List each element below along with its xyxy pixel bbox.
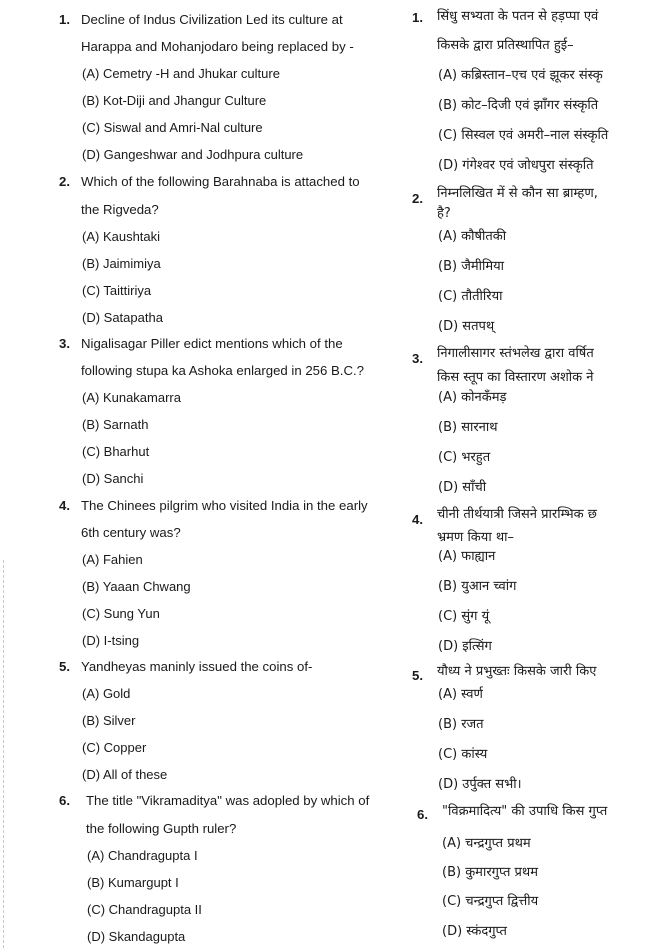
question-text: 6th century was? bbox=[81, 525, 181, 540]
option-a: (A) चन्द्रगुप्त प्रथम bbox=[442, 836, 531, 851]
question-number: 3. bbox=[412, 351, 423, 366]
option-c: (C) चन्द्रगुप्त द्वित्तीय bbox=[442, 894, 539, 909]
option-d: (D) इत्सिंग bbox=[438, 639, 492, 654]
option-a: (A) स्वर्ण bbox=[438, 687, 483, 702]
option-c: (C) Copper bbox=[82, 740, 147, 755]
option-d: (D) Gangeshwar and Jodhpura culture bbox=[82, 147, 304, 162]
option-a: (A) Kunakamarra bbox=[82, 390, 181, 405]
column-gutter-line bbox=[3, 560, 5, 948]
option-c: (C) कांस्य bbox=[438, 747, 488, 762]
question-text: भ्रमण किया था– bbox=[437, 530, 515, 545]
question-number: 1. bbox=[412, 10, 423, 25]
option-b: (B) Jaimimiya bbox=[82, 256, 161, 271]
option-d: (D) Satapatha bbox=[82, 310, 163, 325]
option-c: (C) Bharhut bbox=[82, 444, 150, 459]
option-a: (A) Cemetry -H and Jhukar culture bbox=[82, 66, 280, 81]
option-c: (C) तौतीरिया bbox=[438, 289, 503, 304]
question-text: किसके द्वारा प्रतिस्थापित हुई– bbox=[437, 38, 574, 53]
question-number: 6. bbox=[417, 807, 428, 822]
question-number: 1. bbox=[59, 12, 70, 27]
question-text: Yandheyas maninly issued the coins of- bbox=[81, 659, 313, 674]
option-b: (B) Yaaan Chwang bbox=[82, 579, 191, 594]
option-a: (A) कौषीतकी bbox=[438, 229, 507, 244]
option-c: (C) Siswal and Amri-Nal culture bbox=[82, 120, 263, 135]
option-c: (C) सुंग यूं bbox=[438, 609, 490, 624]
option-a: (A) कोनकँमड़ bbox=[438, 390, 507, 405]
question-text: निम्नलिखित में से कौन सा ब्राम्हण, bbox=[437, 186, 598, 201]
question-number: 5. bbox=[59, 659, 70, 674]
option-d: (D) स्कंदगुप्त bbox=[442, 924, 507, 939]
option-b: (B) कोट–दिजी एवं झाँगर संस्कृति bbox=[438, 98, 599, 113]
question-text: The title "Vikramaditya" was adopled by which of bbox=[86, 793, 370, 808]
option-d: (D) साँची bbox=[438, 480, 487, 495]
option-b: (B) सारनाथ bbox=[438, 420, 498, 435]
question-text: The Chinees pilgrim who visited India in the early bbox=[81, 498, 368, 513]
option-b: (B) जैमीमिया bbox=[438, 259, 505, 274]
question-number: 2. bbox=[59, 174, 70, 189]
question-text: सिंधु सभ्यता के पतन से हड़प्पा एवं bbox=[437, 9, 599, 24]
option-c: (C) सिस्वल एवं अमरी–नाल संस्कृति bbox=[438, 128, 609, 143]
option-d: (D) उर्पुक्त सभी। bbox=[438, 777, 522, 792]
option-b: (B) Sarnath bbox=[82, 417, 149, 432]
option-c: (C) Sung Yun bbox=[82, 606, 160, 621]
option-c: (C) Taittiriya bbox=[82, 283, 152, 298]
question-number: 4. bbox=[59, 498, 70, 513]
option-c: (C) भरहुत bbox=[438, 450, 491, 465]
option-d: (D) I-tsing bbox=[82, 633, 140, 648]
option-d: (D) Sanchi bbox=[82, 471, 144, 486]
option-b: (B) रजत bbox=[438, 717, 484, 732]
question-text: following stupa ka Ashoka enlarged in 256 B.C.? bbox=[81, 363, 364, 378]
question-text: Which of the following Barahnaba is attached to bbox=[81, 174, 360, 189]
option-a: (A) Gold bbox=[82, 686, 131, 701]
option-d: (D) Skandagupta bbox=[87, 929, 186, 944]
question-number: 3. bbox=[59, 336, 70, 351]
question-text: Decline of Indus Civilization Led its culture at bbox=[81, 12, 343, 27]
question-number: 4. bbox=[412, 512, 423, 527]
question-text: Harappa and Mohanjodaro being replaced by - bbox=[81, 39, 354, 54]
option-c: (C) Chandragupta II bbox=[87, 902, 202, 917]
question-text: Nigalisagar Piller edict mentions which of the bbox=[81, 336, 343, 351]
option-d: (D) All of these bbox=[82, 767, 168, 782]
question-text: the Rigveda? bbox=[81, 202, 159, 217]
question-number: 2. bbox=[412, 191, 423, 206]
option-b: (B) युआन च्वांग bbox=[438, 579, 517, 594]
question-text: किस स्तूप का विस्तारण अशोक ने bbox=[437, 370, 594, 385]
question-text: यौध्य ने प्रभुख्तः किसके जारी किए bbox=[437, 664, 597, 679]
question-text: चीनी तीर्थयात्री जिसने प्रारम्भिक छ bbox=[437, 507, 597, 522]
question-text: "विक्रमादित्य" की उपाधि किस गुप्त bbox=[442, 804, 608, 819]
question-number: 6. bbox=[59, 793, 70, 808]
option-b: (B) Silver bbox=[82, 713, 136, 728]
option-a: (A) फाह्यान bbox=[438, 549, 496, 564]
option-b: (B) Kot-Diji and Jhangur Culture bbox=[82, 93, 267, 108]
option-d: (D) गंगेश्वर एवं जोधपुरा संस्कृति bbox=[438, 158, 594, 173]
option-d: (D) सतपथ् bbox=[438, 319, 495, 334]
question-number: 5. bbox=[412, 668, 423, 683]
option-a: (A) कब्रिस्तान–एच एवं झूकर संस्कृ bbox=[438, 68, 603, 83]
option-a: (A) Fahien bbox=[82, 552, 143, 567]
hindi-column bbox=[400, 0, 646, 948]
option-a: (A) Chandragupta I bbox=[87, 848, 198, 863]
option-b: (B) कुमारगुप्त प्रथम bbox=[442, 865, 538, 880]
question-text: the following Gupth ruler? bbox=[86, 821, 237, 836]
option-b: (B) Kumargupt I bbox=[87, 875, 179, 890]
question-text: है? bbox=[437, 206, 451, 221]
option-a: (A) Kaushtaki bbox=[82, 229, 161, 244]
question-text: निगालीसागर स्तंभलेख द्वारा वर्षित bbox=[437, 346, 594, 361]
